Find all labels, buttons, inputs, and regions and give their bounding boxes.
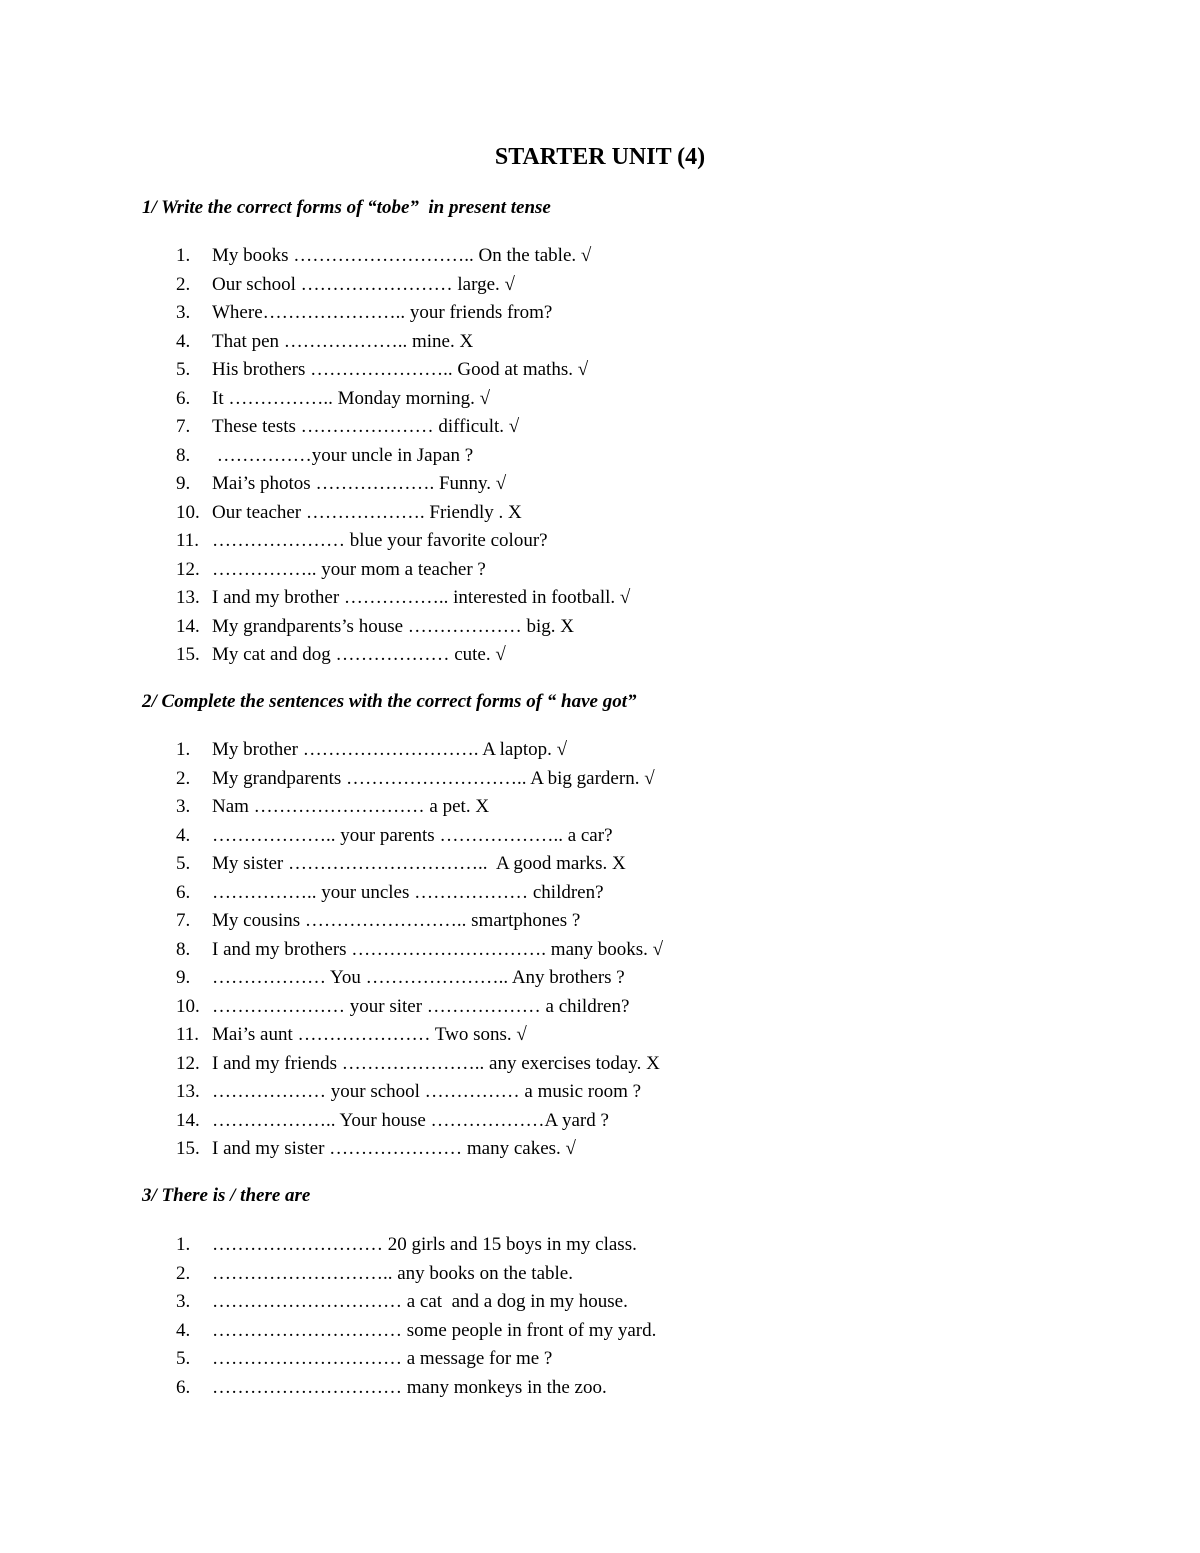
item-text: ………………………… some people in front of my yard.: [212, 1319, 657, 1341]
item-text: Our teacher ………………. Friendly . X: [212, 501, 522, 523]
exercise-item: [176, 736, 663, 765]
section-heading: 2/ Complete the sentences with the correct forms of “ have got”: [142, 691, 637, 712]
item-text: ……………….. your parents ……………….. a car?: [212, 824, 613, 846]
exercise-item: [176, 242, 630, 271]
item-text: My cat and dog ……………… cute. √: [212, 644, 506, 665]
item-text: ………………………… a message for me ?: [212, 1348, 553, 1369]
exercise-item: [176, 850, 663, 879]
exercise-item: [176, 328, 630, 357]
exercise-item: [176, 613, 630, 642]
item-text: His brothers ………………….. Good at maths. √: [212, 359, 589, 380]
exercise-item: [176, 470, 630, 499]
item-number: 7.: [176, 910, 191, 931]
item-text: ……………… your school …………… a music room ?: [212, 1081, 642, 1102]
exercise-item: [176, 271, 630, 300]
exercise-list: [176, 1231, 656, 1402]
exercise-item: [176, 879, 663, 908]
item-number: 9.: [176, 967, 191, 988]
item-text: These tests ………………… difficult. √: [212, 416, 520, 437]
item-number: 10.: [176, 995, 200, 1017]
item-text: I and my brothers …………………………. many books. √: [212, 938, 664, 960]
exercise-item: [176, 1021, 663, 1050]
item-text: My sister ………………………….. A good marks. X: [212, 853, 626, 874]
item-text: …………….. your mom a teacher ?: [212, 558, 486, 580]
item-number: 12.: [176, 1052, 200, 1074]
exercise-item: [176, 765, 663, 794]
item-number: 1.: [176, 245, 191, 266]
exercise-item: [176, 641, 630, 670]
item-number: 3.: [176, 302, 191, 323]
item-text: My grandparents ……………………….. A big gardern. √: [212, 767, 655, 789]
item-number: 2.: [176, 1262, 191, 1284]
item-text: Our school …………………… large. √: [212, 273, 515, 295]
item-text: ……………….. Your house ………………A yard ?: [212, 1109, 609, 1131]
item-text: Mai’s photos ………………. Funny. √: [212, 473, 507, 494]
item-text: ………………… your siter ……………… a children?: [212, 995, 630, 1017]
exercise-item: [176, 556, 630, 585]
item-number: 5.: [176, 359, 191, 380]
section-heading: 3/ There is / there are: [142, 1185, 311, 1206]
item-text: My books ……………………….. On the table. √: [212, 245, 592, 266]
item-number: 4.: [176, 824, 191, 846]
exercise-item: [176, 964, 663, 993]
item-number: 8.: [176, 444, 191, 466]
exercise-item: [176, 527, 630, 556]
section-heading: 1/ Write the correct forms of “tobe” in present tense: [142, 197, 551, 218]
exercise-item: [176, 442, 630, 471]
exercise-item: [176, 1317, 656, 1346]
item-number: 7.: [176, 416, 191, 437]
item-text: That pen ……………….. mine. X: [212, 330, 474, 352]
item-text: I and my brother …………….. interested in football. √: [212, 587, 631, 608]
item-number: 3.: [176, 1291, 191, 1312]
item-text: My grandparents’s house ……………… big. X: [212, 615, 575, 637]
item-number: 12.: [176, 558, 200, 580]
exercise-item: [176, 1050, 663, 1079]
item-text: Where………………….. your friends from?: [212, 302, 553, 323]
item-text: ………………………… many monkeys in the zoo.: [212, 1376, 607, 1398]
exercise-item: [176, 356, 630, 385]
exercise-item: [176, 1107, 663, 1136]
item-text: I and my sister ………………… many cakes. √: [212, 1138, 576, 1159]
exercise-list: [176, 736, 663, 1164]
exercise-item: [176, 1135, 663, 1164]
exercise-item: [176, 413, 630, 442]
exercise-item: [176, 1260, 656, 1289]
item-number: 6.: [176, 1376, 191, 1398]
exercise-item: [176, 1288, 656, 1317]
exercise-item: [176, 1078, 663, 1107]
item-number: 13.: [176, 587, 200, 608]
exercise-item: [176, 385, 630, 414]
item-text: Nam ……………………… a pet. X: [212, 796, 490, 817]
item-text: ……………… You ………………….. Any brothers ?: [212, 967, 625, 988]
item-number: 4.: [176, 330, 191, 352]
exercise-item: [176, 993, 663, 1022]
item-number: 13.: [176, 1081, 200, 1102]
exercise-list: [176, 242, 630, 670]
item-text: …………….. your uncles ……………… children?: [212, 881, 604, 903]
exercise-item: [176, 936, 663, 965]
item-number: 11.: [176, 530, 200, 551]
item-number: 14.: [176, 615, 200, 637]
item-number: 14.: [176, 1109, 200, 1131]
item-text: ……………your uncle in Japan ?: [212, 444, 474, 466]
exercise-item: [176, 584, 630, 613]
item-number: 1.: [176, 1234, 191, 1255]
exercise-item: [176, 822, 663, 851]
item-number: 6.: [176, 387, 191, 409]
item-number: 3.: [176, 796, 191, 817]
page-title: STARTER UNIT (4): [494, 144, 706, 170]
item-number: 15.: [176, 644, 200, 665]
item-text: ………………… blue your favorite colour?: [212, 530, 548, 551]
item-number: 10.: [176, 501, 200, 523]
item-number: 1.: [176, 739, 191, 760]
item-number: 4.: [176, 1319, 191, 1341]
item-number: 2.: [176, 273, 191, 295]
exercise-item: [176, 1374, 656, 1403]
item-number: 8.: [176, 938, 191, 960]
item-text: ……………………… 20 girls and 15 boys in my class.: [212, 1234, 637, 1255]
item-number: 9.: [176, 473, 191, 494]
item-text: ………………………… a cat and a dog in my house.: [212, 1291, 628, 1312]
exercise-item: [176, 1345, 656, 1374]
item-text: Mai’s aunt ………………… Two sons. √: [212, 1024, 527, 1045]
item-number: 11.: [176, 1024, 200, 1045]
item-text: ……………………….. any books on the table.: [212, 1262, 573, 1284]
exercise-item: [176, 793, 663, 822]
exercise-item: [176, 299, 630, 328]
item-number: 15.: [176, 1138, 200, 1159]
item-number: 5.: [176, 853, 191, 874]
item-text: My cousins …………………….. smartphones ?: [212, 910, 581, 931]
item-number: 5.: [176, 1348, 191, 1369]
exercise-item: [176, 1231, 656, 1260]
item-text: It …………….. Monday morning. √: [212, 387, 490, 409]
item-number: 6.: [176, 881, 191, 903]
exercise-item: [176, 907, 663, 936]
exercise-item: [176, 499, 630, 528]
item-text: My brother ………………………. A laptop. √: [212, 739, 568, 760]
item-text: I and my friends ………………….. any exercises today. X: [212, 1052, 660, 1074]
item-number: 2.: [176, 767, 191, 789]
